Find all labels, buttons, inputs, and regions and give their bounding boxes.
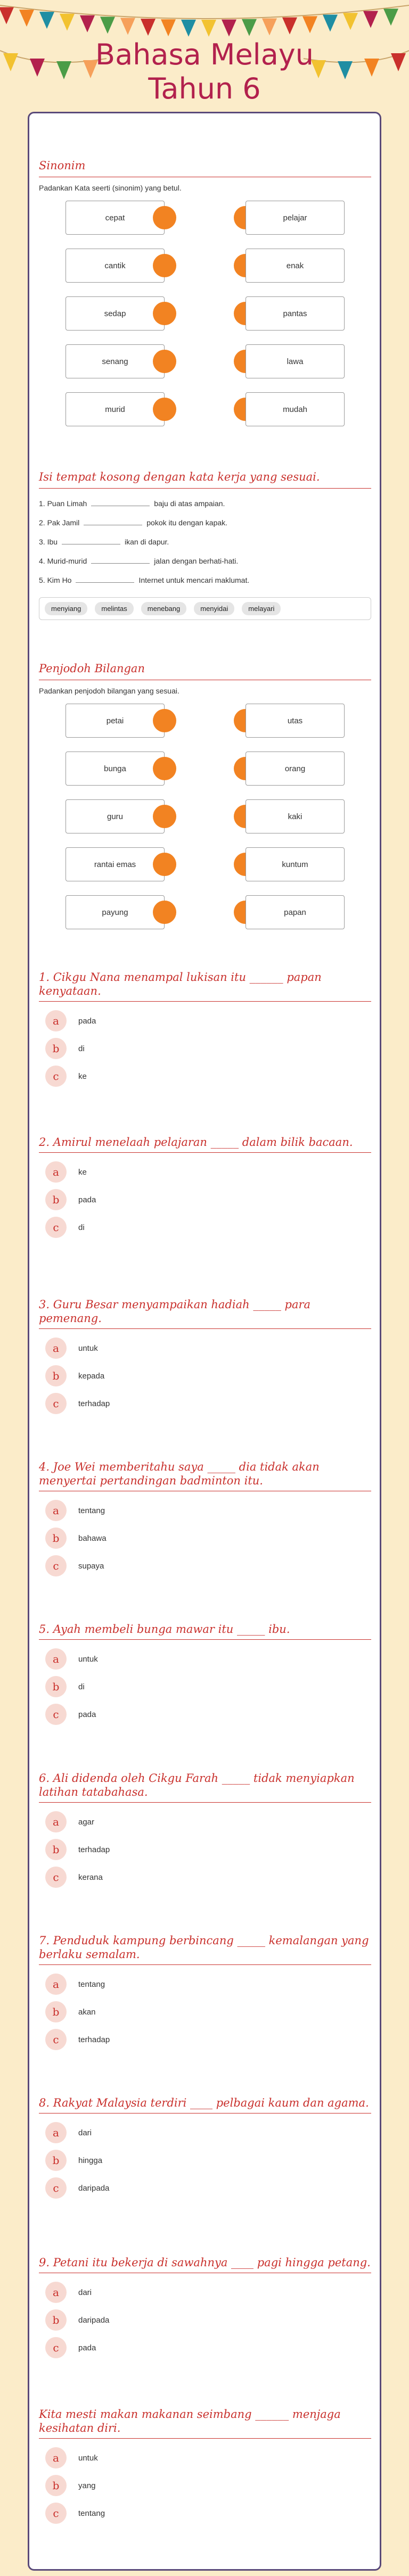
- bunting-flag: [222, 20, 236, 37]
- option-letter-badge: a: [45, 1811, 67, 1832]
- match-right-box[interactable]: mudah: [246, 392, 345, 426]
- section-sinonim: [39, 159, 371, 440]
- match-right-box[interactable]: pantas: [246, 296, 345, 331]
- option-letter-badge: a: [45, 1500, 67, 1521]
- match-left-box[interactable]: murid: [66, 392, 165, 426]
- worksheet: [28, 112, 381, 2571]
- answer-option[interactable]: [39, 2337, 371, 2358]
- option-letter-badge: b: [45, 2475, 67, 2496]
- fill-blank-list: [39, 494, 371, 590]
- option-text: tentang: [78, 1979, 105, 1989]
- option-letter-badge: a: [45, 1337, 67, 1359]
- answer-option[interactable]: [39, 1839, 371, 1860]
- item-suffix: ikan di dapur.: [125, 538, 169, 546]
- answer-option[interactable]: [39, 1038, 371, 1059]
- item-prefix: 4. Murid-murid: [39, 557, 87, 565]
- match-right-box[interactable]: lawa: [246, 344, 345, 378]
- bunting-flag: [323, 15, 338, 32]
- question-text: 7. Penduduk kampung berbincang _____ kemalangan yang berlaku semalam.: [39, 1934, 371, 1965]
- option-text: untuk: [78, 1343, 98, 1353]
- option-letter-badge: a: [45, 2447, 67, 2468]
- answer-option[interactable]: [39, 1528, 371, 1549]
- option-text: untuk: [78, 2453, 98, 2463]
- bunting-flag: [343, 13, 358, 30]
- match-right-box[interactable]: utas: [246, 704, 345, 738]
- bunting-flag: [39, 12, 54, 29]
- option-text: pada: [78, 1195, 96, 1204]
- answer-option[interactable]: [39, 1161, 371, 1183]
- section-isi-tempat-kosong: [39, 470, 371, 620]
- option-letter-badge: c: [45, 1393, 67, 1414]
- bunting-flag: [302, 16, 317, 33]
- section-title: Sinonim: [39, 159, 371, 177]
- answer-option[interactable]: [39, 1500, 371, 1521]
- option-letter-badge: c: [45, 2029, 67, 2050]
- word-chip[interactable]: melintas: [95, 602, 133, 615]
- match-dot-left[interactable]: [153, 805, 176, 828]
- option-text: dari: [78, 2288, 92, 2297]
- answer-option[interactable]: [39, 2001, 371, 2022]
- match-dot-left[interactable]: [153, 757, 176, 780]
- option-letter-badge: b: [45, 2150, 67, 2171]
- question-text: 1. Cikgu Nana menampal lukisan itu ______ papan kenyataan.: [39, 970, 371, 1002]
- match-dot-left[interactable]: [153, 398, 176, 421]
- item-suffix: pokok itu dengan kapak.: [146, 518, 228, 527]
- match-right-box[interactable]: orang: [246, 752, 345, 786]
- option-letter-badge: c: [45, 1555, 67, 1576]
- question-block: [39, 1298, 371, 1421]
- fill-blank-item: [39, 513, 371, 532]
- word-chip[interactable]: menebang: [141, 602, 186, 615]
- option-letter-badge: b: [45, 1528, 67, 1549]
- answer-option[interactable]: [39, 2122, 371, 2143]
- bunting-flag: [242, 19, 257, 36]
- option-text: akan: [78, 2007, 96, 2017]
- option-text: daripada: [78, 2183, 110, 2193]
- section-penjodoh-bilangan: [39, 662, 371, 943]
- option-letter-badge: a: [45, 2282, 67, 2303]
- match-left-box[interactable]: senang: [66, 344, 165, 378]
- match-left-box[interactable]: bunga: [66, 752, 165, 786]
- bunting-flag: [181, 20, 196, 37]
- answer-option[interactable]: [39, 1704, 371, 1725]
- option-letter-badge: b: [45, 1676, 67, 1697]
- section-title: Penjodoh Bilangan: [39, 662, 371, 680]
- answer-option[interactable]: [39, 2029, 371, 2050]
- item-suffix: Internet untuk mencari maklumat.: [138, 576, 250, 584]
- answer-option[interactable]: [39, 1189, 371, 1210]
- match-dot-left[interactable]: [153, 350, 176, 373]
- question-text: 9. Petani itu bekerja di sawahnya ____ pagi hingga petang.: [39, 2256, 371, 2273]
- bunting-flag: [363, 11, 378, 28]
- option-letter-badge: a: [45, 2122, 67, 2143]
- option-letter-badge: c: [45, 1066, 67, 1087]
- answer-option[interactable]: [39, 1365, 371, 1386]
- blank-input[interactable]: [91, 498, 150, 506]
- match-left-box[interactable]: payung: [66, 895, 165, 929]
- section-instruction: Padankan penjodoh bilangan yang sesuai.: [39, 687, 179, 695]
- match-dot-left[interactable]: [153, 853, 176, 876]
- option-text: ke: [78, 1071, 87, 1081]
- question-block: [39, 2256, 371, 2365]
- fill-blank-item: [39, 571, 371, 590]
- match-left-box[interactable]: cantik: [66, 249, 165, 283]
- answer-option[interactable]: [39, 2475, 371, 2496]
- item-prefix: 5. Kim Ho: [39, 576, 72, 584]
- match-right-box[interactable]: kaki: [246, 799, 345, 833]
- answer-option[interactable]: [39, 1867, 371, 1888]
- fill-blank-item: [39, 494, 371, 513]
- option-letter-badge: c: [45, 1217, 67, 1238]
- blank-input[interactable]: [76, 575, 134, 583]
- option-text: pada: [78, 1016, 96, 1026]
- option-text: di: [78, 1682, 85, 1691]
- question-text: 6. Ali didenda oleh Cikgu Farah _____ tidak menyiapkan latihan tatabahasa.: [39, 1771, 371, 1803]
- question-text: Kita mesti makan makanan seimbang ______ menjaga kesihatan diri.: [39, 2407, 371, 2439]
- option-text: yang: [78, 2481, 96, 2490]
- option-text: bahawa: [78, 1533, 107, 1543]
- bunting-flag: [262, 18, 277, 35]
- answer-option[interactable]: [39, 2503, 371, 2524]
- answer-option[interactable]: [39, 2447, 371, 2468]
- option-letter-badge: a: [45, 1010, 67, 1031]
- answer-option[interactable]: [39, 1974, 371, 1995]
- answer-option[interactable]: [39, 2282, 371, 2303]
- item-prefix: 3. Ibu: [39, 538, 58, 546]
- option-text: tentang: [78, 2508, 105, 2518]
- answer-option[interactable]: [39, 2150, 371, 2171]
- option-letter-badge: b: [45, 2001, 67, 2022]
- option-letter-badge: a: [45, 1974, 67, 1995]
- word-chip[interactable]: melayari: [242, 602, 281, 615]
- bunting-flag: [0, 7, 14, 24]
- option-text: hingga: [78, 2156, 103, 2165]
- option-text: ke: [78, 1167, 87, 1177]
- option-letter-badge: a: [45, 1648, 67, 1670]
- option-letter-badge: c: [45, 2503, 67, 2524]
- bunting-flag: [161, 19, 176, 36]
- question-block: [39, 2407, 371, 2530]
- bunting-flag: [282, 18, 297, 35]
- bunting-flag: [19, 10, 34, 27]
- option-letter-badge: c: [45, 2337, 67, 2358]
- answer-option[interactable]: [39, 1811, 371, 1832]
- match-left-box[interactable]: sedap: [66, 296, 165, 331]
- answer-option[interactable]: [39, 1010, 371, 1031]
- word-chip[interactable]: menyiang: [45, 602, 87, 615]
- item-suffix: baju di atas ampaian.: [154, 499, 225, 508]
- option-text: kerana: [78, 1872, 103, 1882]
- option-text: dari: [78, 2128, 92, 2137]
- item-prefix: 1. Puan Limah: [39, 499, 87, 508]
- option-text: kepada: [78, 1371, 105, 1381]
- matching-grid: [39, 201, 371, 440]
- answer-option[interactable]: [39, 1337, 371, 1359]
- bunting-flag: [60, 14, 75, 31]
- bunting-flag: [141, 19, 156, 36]
- fill-blank-item: [39, 551, 371, 571]
- option-text: daripada: [78, 2315, 110, 2325]
- match-dot-left[interactable]: [153, 901, 176, 924]
- option-text: di: [78, 1223, 85, 1232]
- option-letter-badge: c: [45, 2177, 67, 2199]
- page-title-line1: Bahasa Melayu: [95, 38, 314, 71]
- option-text: pada: [78, 2343, 96, 2352]
- option-letter-badge: a: [45, 1161, 67, 1183]
- word-chip[interactable]: menyidai: [194, 602, 234, 615]
- match-left-box[interactable]: petai: [66, 704, 165, 738]
- option-text: tentang: [78, 1506, 105, 1515]
- answer-option[interactable]: [39, 2177, 371, 2199]
- answer-option[interactable]: [39, 1217, 371, 1238]
- match-right-box[interactable]: kuntum: [246, 847, 345, 881]
- word-bank: [39, 597, 371, 620]
- option-letter-badge: c: [45, 1867, 67, 1888]
- question-block: [39, 970, 371, 1093]
- option-letter-badge: b: [45, 1038, 67, 1059]
- question-block: [39, 1771, 371, 1894]
- option-letter-badge: b: [45, 2309, 67, 2331]
- option-text: terhadap: [78, 2035, 110, 2044]
- match-dot-left[interactable]: [153, 254, 176, 277]
- option-text: terhadap: [78, 1845, 110, 1854]
- question-text: 3. Guru Besar menyampaikan hadiah _____ para pemenang.: [39, 1298, 371, 1329]
- question-block: [39, 1135, 371, 1244]
- question-text: 2. Amirul menelaah pelajaran _____ dalam bilik bacaan.: [39, 1135, 371, 1153]
- bunting-flag: [120, 18, 135, 35]
- option-text: untuk: [78, 1654, 98, 1664]
- item-prefix: 2. Pak Jamil: [39, 518, 80, 527]
- answer-option[interactable]: [39, 1676, 371, 1697]
- option-letter-badge: b: [45, 1839, 67, 1860]
- bunting-flag: [80, 15, 95, 32]
- section-title: Isi tempat kosong dengan kata kerja yang sesuai.: [39, 470, 371, 489]
- question-block: [39, 1934, 371, 2057]
- match-right-box[interactable]: papan: [246, 895, 345, 929]
- match-left-box[interactable]: guru: [66, 799, 165, 833]
- bunting-flag: [100, 16, 115, 34]
- match-right-box[interactable]: pelajar: [246, 201, 345, 235]
- answer-option[interactable]: [39, 1393, 371, 1414]
- bunting-flag: [201, 20, 216, 37]
- match-right-box[interactable]: enak: [246, 249, 345, 283]
- fill-blank-item: [39, 532, 371, 551]
- option-text: terhadap: [78, 1399, 110, 1408]
- question-text: 8. Rakyat Malaysia terdiri ____ pelbagai kaum dan agama.: [39, 2096, 371, 2113]
- answer-option[interactable]: [39, 1066, 371, 1087]
- answer-option[interactable]: [39, 1555, 371, 1576]
- question-block: [39, 1460, 371, 1583]
- bunting-flag: [383, 9, 398, 26]
- option-letter-badge: b: [45, 1365, 67, 1386]
- item-suffix: jalan dengan berhati-hati.: [154, 557, 239, 565]
- option-letter-badge: b: [45, 1189, 67, 1210]
- match-left-box[interactable]: cepat: [66, 201, 165, 235]
- matching-grid: [39, 704, 371, 943]
- blank-input[interactable]: [84, 517, 142, 525]
- blank-input[interactable]: [91, 556, 150, 564]
- option-text: di: [78, 1044, 85, 1053]
- answer-option[interactable]: [39, 1648, 371, 1670]
- question-text: 4. Joe Wei memberitahu saya _____ dia tidak akan menyertai pertandingan badminton itu.: [39, 1460, 371, 1491]
- question-block: [39, 2096, 371, 2205]
- match-left-box[interactable]: rantai emas: [66, 847, 165, 881]
- question-text: 5. Ayah membeli bunga mawar itu _____ ibu.: [39, 1622, 371, 1640]
- question-block: [39, 1622, 371, 1731]
- option-text: agar: [78, 1817, 95, 1827]
- section-instruction: Padankan Kata seerti (sinonim) yang betul.: [39, 184, 182, 192]
- option-letter-badge: c: [45, 1704, 67, 1725]
- match-dot-left[interactable]: [153, 302, 176, 325]
- page-title-line2: Tahun 6: [148, 72, 261, 105]
- match-dot-left[interactable]: [153, 206, 176, 229]
- option-text: supaya: [78, 1561, 104, 1571]
- match-dot-left[interactable]: [153, 709, 176, 732]
- blank-input[interactable]: [62, 536, 120, 544]
- answer-option[interactable]: [39, 2309, 371, 2331]
- option-text: pada: [78, 1710, 96, 1719]
